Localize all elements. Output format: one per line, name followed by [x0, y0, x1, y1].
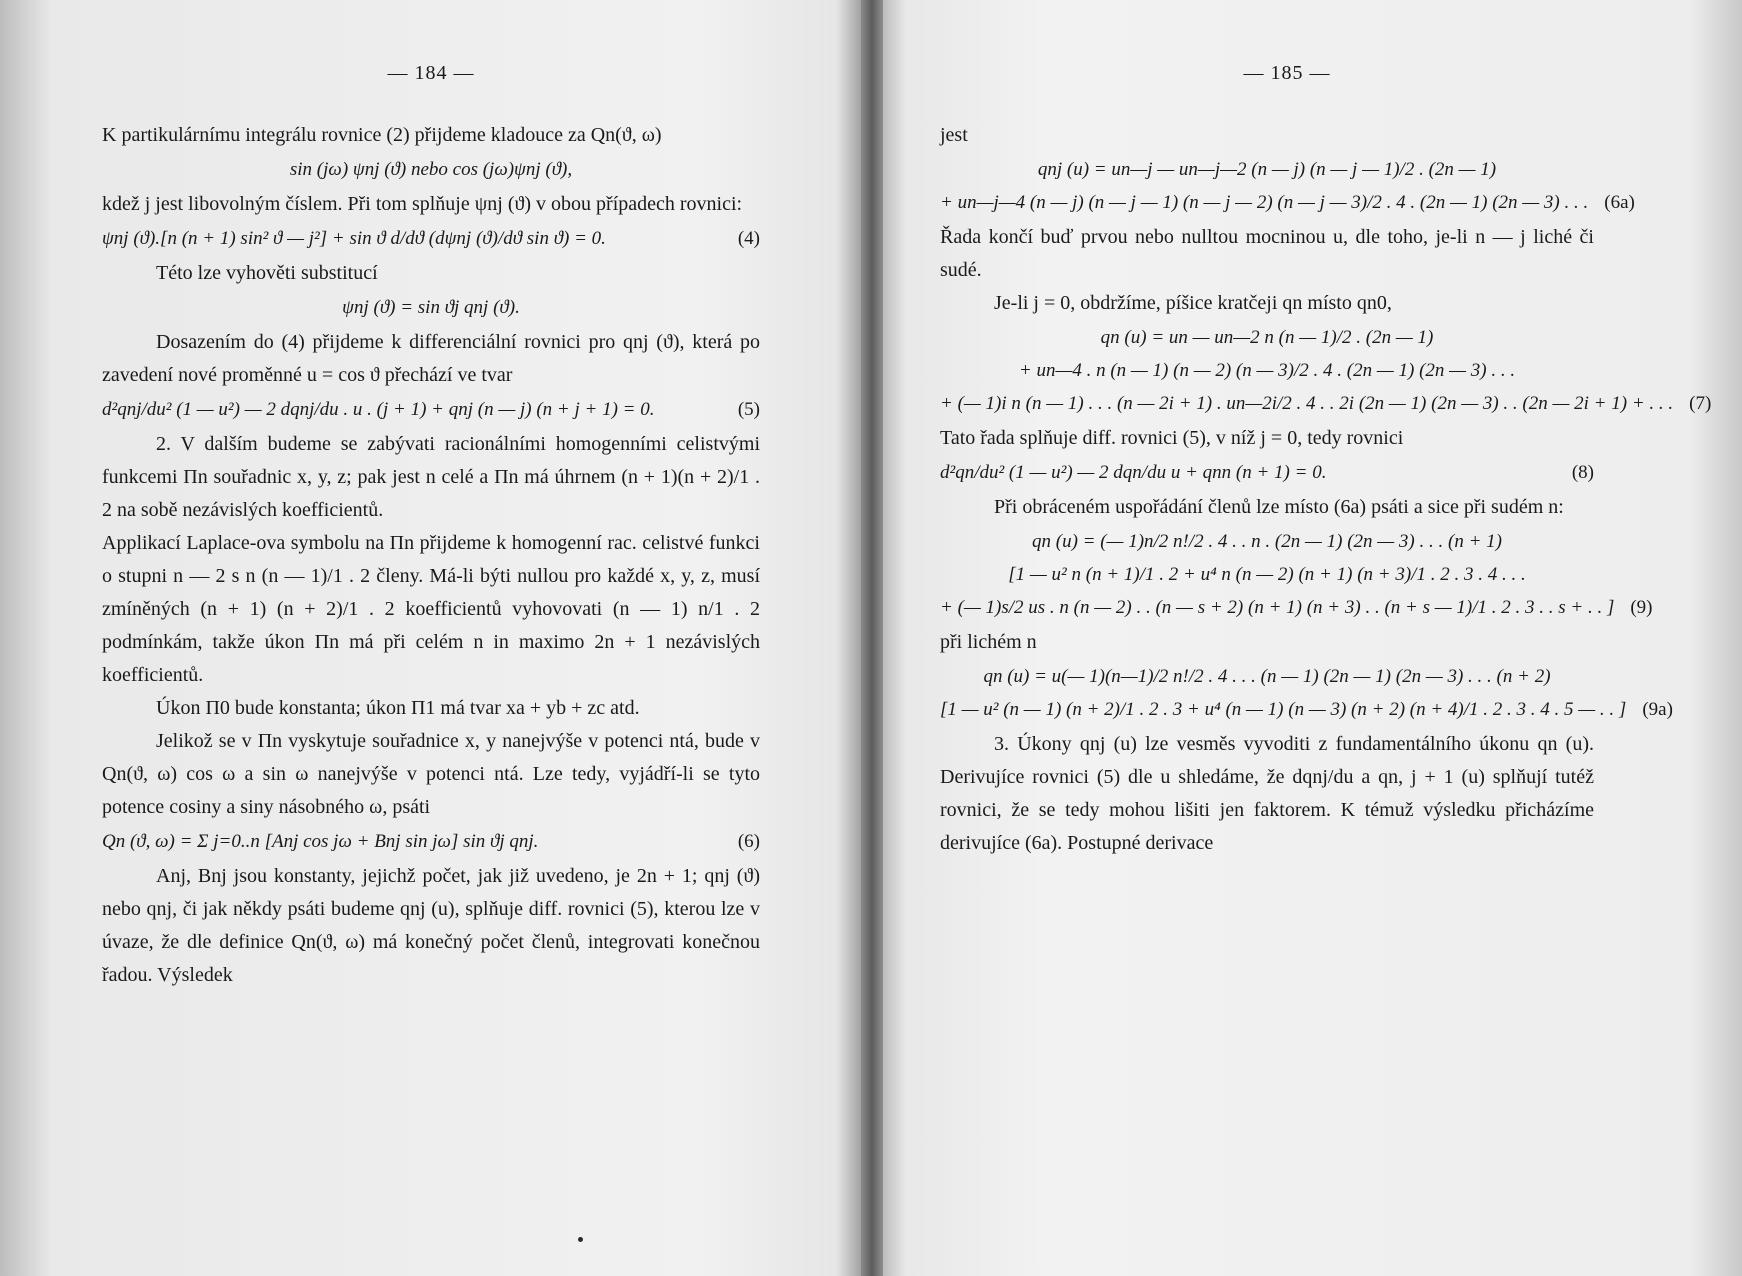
- equation-number: (6): [737, 831, 760, 852]
- numbered-equation: [940, 593, 1653, 623]
- book-gutter: [861, 0, 883, 1276]
- equation-number: (7): [1689, 393, 1712, 414]
- numbered-equation: [102, 224, 760, 254]
- numbered-equation: [940, 458, 1594, 488]
- equation-number: (9a): [1642, 699, 1673, 720]
- equation: qn (u) = u(— 1)(n—1)/2 n!/2 . 4 . . . (n — 1) (2n — 1) (2n — 3) . . . (n + 2): [983, 666, 1551, 687]
- paragraph: kdež j jest libovolným číslem. Při tom splňuje ψnj (ϑ) v obou případech rovnici:: [102, 193, 743, 215]
- paragraph: 2. V dalším budeme se zabývati racionálními homogenními celistvými funkcemi Πn souřadnic x, y, z; pak jest n celé a Πn má úhrnem (n + 1)(n + 2)/1 . 2 na sobě nezávislých koefficientů.: [102, 433, 760, 521]
- numbered-equation: [940, 695, 1673, 725]
- equation-body: d²qn/du² (1 — u²) — 2 dqn/du u + qnn (n + 1) = 0.: [940, 462, 1327, 483]
- right-page: [882, 0, 1742, 1276]
- equation: qn (u) = (— 1)n/2 n!/2 . 4 . . n . (2n — 1) (2n — 3) . . . (n + 1): [1032, 531, 1502, 552]
- equation-body: [1 — u² (n — 1) (n + 2)/1 . 2 . 3 + u⁴ (n — 1) (n — 3) (n + 2) (n + 4)/1 . 2 . 3 . 4 . 5 — . . ]: [940, 699, 1627, 720]
- equation-body: Qn (ϑ, ω) = Σ j=0..n [Anj cos jω + Bnj sin jω] sin ϑj qnj.: [102, 831, 539, 852]
- equation: qn (u) = un — un—2 n (n — 1)/2 . (2n — 1): [1100, 327, 1434, 348]
- paragraph: Je-li j = 0, obdržíme, píšice kratčeji qn místo qn0,: [994, 292, 1392, 314]
- equation-number: (8): [1571, 462, 1594, 483]
- equation-number: (5): [737, 399, 760, 420]
- paragraph: Úkon Π0 bude konstanta; úkon Π1 má tvar xa + yb + zc atd.: [156, 697, 640, 719]
- equation-number: (9): [1630, 597, 1653, 618]
- equation-body: + (— 1)i n (n — 1) . . . (n — 2i + 1) . un—2i/2 . 4 . . 2i (2n — 1) (2n — 3) . . (2n — 2i + 1) + . . .: [940, 393, 1674, 414]
- paragraph: Této lze vyhověti substitucí: [156, 262, 378, 284]
- equation-body: d²qnj/du² (1 — u²) — 2 dqnj/du . u . (j + 1) + qnj (n — j) (n + j + 1) = 0.: [102, 399, 655, 420]
- paragraph: Jelikož se v Πn vyskytuje souřadnice x, y nanejvýše v potenci ntá, bude v Qn(ϑ, ω) cos ω a sin ω nanejvýše v potenci ntá. Lze tedy, vyjádří-li se tyto potence cosiny a siny násobného ω, psáti: [102, 730, 760, 818]
- right-page-content: [940, 119, 1712, 860]
- equation: + un—4 . n (n — 1) (n — 2) (n — 3)/2 . 4 . (2n — 1) (2n — 3) . . .: [1018, 360, 1516, 381]
- page-number: — 184 —: [387, 62, 475, 84]
- equation: ψnj (ϑ) = sin ϑj qnj (ϑ).: [342, 297, 520, 318]
- equation: sin (jω) ψnj (ϑ) nebo cos (jω)ψnj (ϑ),: [289, 159, 573, 180]
- paragraph: Při obráceném uspořádání členů lze místo (6a) psáti a sice při sudém n:: [994, 496, 1564, 518]
- equation-body: + un—j—4 (n — j) (n — j — 1) (n — j — 2) (n — j — 3)/2 . 4 . (2n — 1) (2n — 3) . . .: [940, 192, 1589, 213]
- numbered-equation: [102, 395, 760, 425]
- numbered-equation: [940, 188, 1635, 218]
- ink-dot: [578, 1237, 583, 1242]
- paragraph: 3. Úkony qnj (u) lze vesměs vyvoditi z fundamentálního úkonu qn (u). Derivujíce rovnici (5) dle u shledáme, že dqnj/du a qn, j + 1 (u) splňují tutéž rovnici, že se tedy mohou lišiti jen faktorem. K témuž výsledku přicházíme derivujíce (6a). Postupné derivace: [940, 733, 1594, 854]
- left-page: [0, 0, 860, 1276]
- page-number: — 185 —: [1243, 62, 1331, 84]
- paragraph: Dosazením do (4) přijdeme k differenciální rovnici pro qnj (ϑ), která po zavedení nové proměnné u = cos ϑ přechází ve tvar: [102, 331, 760, 386]
- equation-number: (4): [737, 228, 760, 249]
- equation: [1 — u² n (n + 1)/1 . 2 + u⁴ n (n — 2) (n + 1) (n + 3)/1 . 2 . 3 . 4 . . .: [1008, 564, 1526, 585]
- paragraph: jest: [940, 124, 968, 146]
- equation: qnj (u) = un—j — un—j—2 (n — j) (n — j — 1)/2 . (2n — 1): [1037, 159, 1497, 180]
- equation-body: ψnj (ϑ).[n (n + 1) sin² ϑ — j²] + sin ϑ d/dϑ (dψnj (ϑ)/dϑ sin ϑ) = 0.: [102, 228, 606, 249]
- numbered-equation: [102, 827, 760, 857]
- equation-number: (6a): [1604, 192, 1635, 213]
- equation-body: + (— 1)s/2 us . n (n — 2) . . (n — s + 2) (n + 1) (n + 3) . . (n + s — 1)/1 . 2 . 3 . . s + . . ]: [940, 597, 1615, 618]
- left-page-content: [102, 119, 760, 992]
- paragraph: Tato řada splňuje diff. rovnici (5), v níž j = 0, tedy rovnici: [940, 427, 1404, 449]
- paragraph: K partikulárnímu integrálu rovnice (2) přijdeme kladouce za Qn(ϑ, ω): [102, 124, 662, 146]
- paragraph: Řada končí buď prvou nebo nulltou mocninou u, dle toho, je-li n — j liché či sudé.: [940, 226, 1594, 281]
- paragraph: při lichém n: [940, 631, 1037, 653]
- numbered-equation: [940, 389, 1712, 419]
- paragraph: Applikací Laplace-ova symbolu na Πn přijdeme k homogenní rac. celistvé funkci o stupni n — 2 s n (n — 1)/1 . 2 členy. Má-li býti nullou pro každé x, y, z, musí zmíněných (n + 1) (n + 2)/1 . 2 koefficientů vyhovovati (n — 1) n/1 . 2 podmínkám, takže úkon Πn má při celém n in maximo 2n + 1 nezávislých koefficientů.: [102, 532, 760, 686]
- paragraph: Anj, Bnj jsou konstanty, jejichž počet, jak již uvedeno, je 2n + 1; qnj (ϑ) nebo qnj, či jak někdy psáti budeme qnj (u), splňuje diff. rovnici (5), kterou lze v úvaze, že dle definice Qn(ϑ, ω) má konečný počet členů, integrovati konečnou řadou. Výsledek: [102, 865, 760, 986]
